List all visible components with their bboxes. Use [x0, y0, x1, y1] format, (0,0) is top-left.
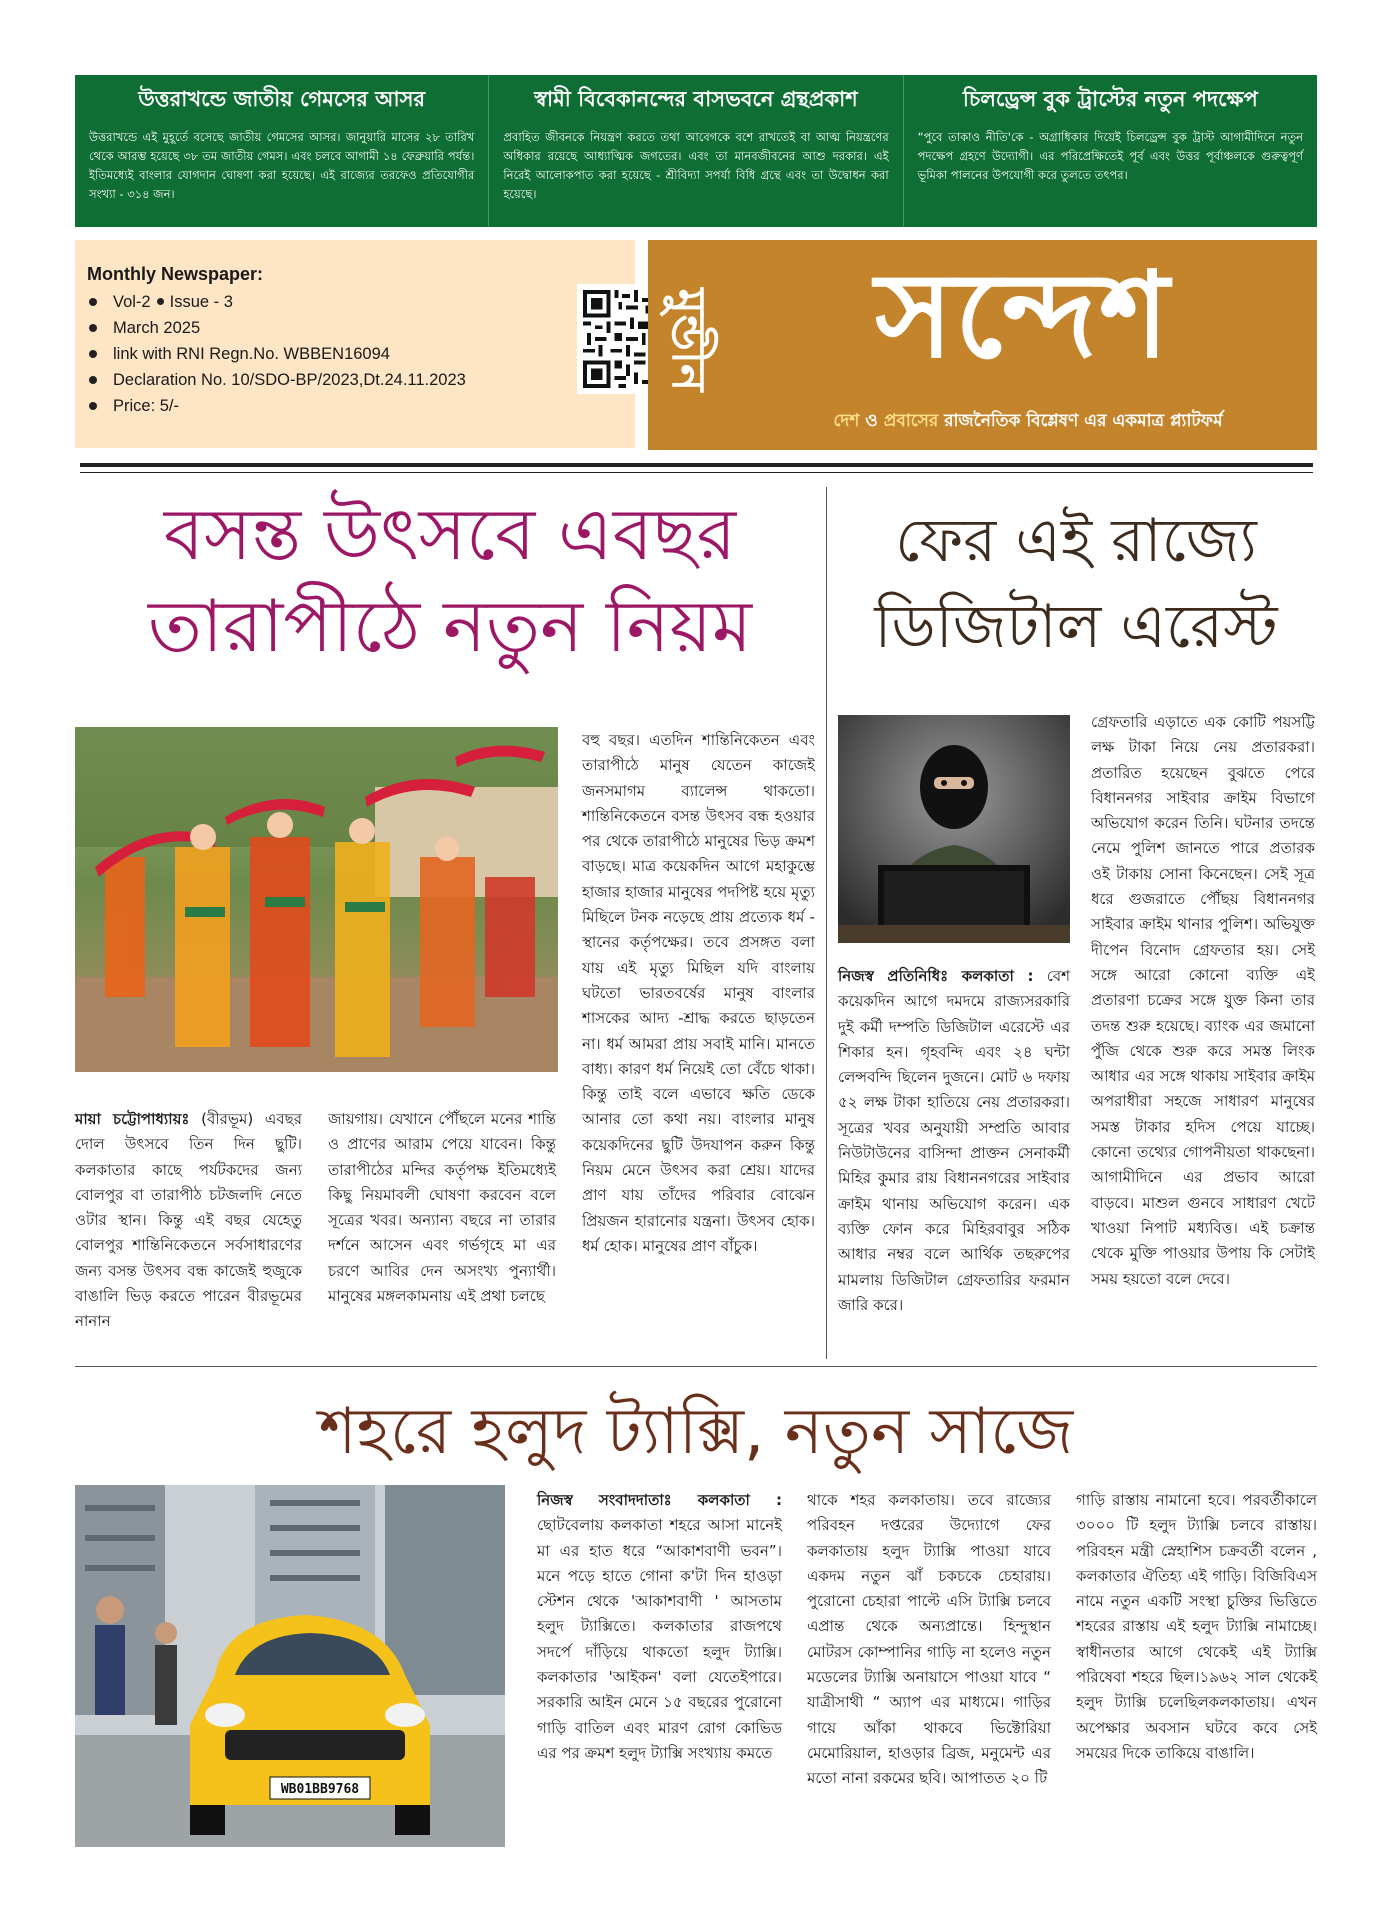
yellow-taxi-photo	[75, 1485, 505, 1847]
tagline-word: ও	[865, 411, 878, 431]
headline-line: বসন্ত উৎসবে এবছর	[163, 492, 737, 576]
publication-info-box	[75, 240, 635, 448]
bullet-icon	[157, 298, 164, 305]
story1-column-2	[328, 1107, 556, 1309]
story2-byline: নিজস্ব প্রতিনিধিঃ কলকাতা :	[838, 967, 1034, 985]
logo-title: সন্দেশ	[875, 246, 1171, 384]
headline-line: ডিজিটাল এরেস্ট	[874, 592, 1278, 662]
story2-column-2	[1091, 710, 1315, 1292]
strip-item-vivekananda	[488, 75, 902, 227]
strip-body: উত্তরাখন্ডে এই মুহূর্তে বসেছে জাতীয় গেমসের আসর। জানুয়ারি মাসের ২৮ তারিখ থেকে আরম্ভ হয়েছে ৩৮ তম জাতীয় গেমস। এবং চলবে আগামী ১৪ ফেব্রুয়ারি পর্যন্ত। ইতিমধ্যেই বাংলার যোগদান ঘোষণা করা হয়েছে। এই রাজ্যের তরফেও প্রতিযোগীর সংখ্যা - ৩১৪ জন।	[89, 130, 475, 201]
headline-line: ফের এই রাজ্যে	[895, 506, 1257, 576]
top-news-strip	[75, 75, 1317, 227]
section-divider	[75, 1366, 1317, 1367]
tagline-word: দেশ	[833, 411, 860, 431]
story2-text: বেশ কয়েকদিন আগে দমদমে রাজ্যসরকারি দুই কর্মী দম্পতি ডিজিটাল এরেস্টে এর শিকার হন। গৃহবন্দি এবং ২৪ ঘন্টা লেন্সবন্দি ছিলেন দুজনে। মোট ৬ দফায় ৫২ লক্ষ টাকা হাতিয়ে নেয় প্রতারকরা। সূত্রের খবর অনুযায়ী সম্প্রতি আবার নিউটাউনের বাসিন্দা প্রাক্তন সেনাকর্মী মিহির কুমার রায় বিধাননগরের সাইবার ক্রাইম থানায় অভিযোগ করেন। এক ব্যক্তি ফোন করে মিহিরবাবুর সঠিক আধার নম্বর বলে আর্থিক তছরুপের মামলায় ডিজিটাল গ্রেফতারির ফরমান জারি করে।	[838, 967, 1070, 1314]
story3-column-1	[537, 1488, 782, 1766]
tagline-word: প্রবাসের	[883, 411, 939, 431]
strip-title: স্বামী বিবেকানন্দের বাসভবনে গ্রন্থপ্রকাশ	[534, 86, 858, 111]
headline-line: তারাপীঠে নতুন নিয়ম	[148, 584, 752, 668]
license-plate: WB01BB9768	[280, 1782, 360, 1797]
issue-date: March 2025	[87, 315, 635, 341]
story1-headline	[80, 488, 820, 672]
strip-title: চিলড্রেন্স বুক ট্রাস্টের নতুন পদক্ষেপ	[962, 86, 1258, 111]
holi-dance-photo	[75, 727, 558, 1072]
story3-text: থাকে শহর কলকাতায়। তবে রাজ্যের পরিবহন দপ্তরের উদ্যোগে ফের কলকাতায় হলুদ ট্যাক্সি পাওয়া যাবে একদম নতুন ঝাঁ চকচকে চেহারায়। পুরোনো চেহারা পাল্টে এসি ট্যাক্সি চলবে এপ্রান্ত থেকে অন্যপ্রান্তে। হিন্দুস্থান মোটরস কোম্পানির গাড়ি না হলেও নতুন মডেলের ট্যাক্সি অনায়াসে পাওয়া যাবে “ যাত্রীসাথী “ অ্যাপ এর মাধ্যমে। গাড়ির গায়ে আঁকা থাকবে ভিক্টোরিয়া মেমোরিয়াল, হাওড়ার ব্রিজ, মনুমেন্ট এর মতো নানা রকমের ছবি। আপাতত ২০ টি	[807, 1491, 1051, 1788]
volume: Vol-2	[113, 293, 151, 311]
story2-text: গ্রেফতারি এড়াতে এক কোটি পয়সট্টি লক্ষ টাকা নিয়ে নেয় প্রতারকরা। প্রতারিত হয়েছেন বুঝতে পেরে বিধাননগর সাইবার ক্রাইম বিভাগে অভিযোগ করেন তিনি। ঘটনার তদন্তে নেমে পুলিশ জানতে পারে প্রতারক ওই টাকায় সোনা কিনেছেন। সেই সূত্র ধরে গুজরাতে পৌঁছয় বিধাননগর সাইবার ক্রাইম থানার পুলিশ। অভিযুক্ত দীপেন বিনোদ গ্রেফতার হয়। সেই সঙ্গে আরো কোনো ব্যক্তি এই প্রতারণা চক্রের সঙ্গে যুক্ত কিনা তার তদন্ত শুরু হয়েছে। ব্যাংক এর জমানো পুঁজি থেকে শুরু করে সমস্ত লিংক আধার এর সঙ্গে থাকায় সাইবার ক্রাইম অপরাধীরা সহজে সাধারণ মানুষের সমস্ত টাকার হদিস পেয়ে যাচ্ছে। কোনো তথ্যের গোপনীয়তা থাকছেনা। আগামীদিনে এর প্রভাব আরো বাড়বে। মাশুল গুনবে সাধারণ খেটে খাওয়া নিপাট মধ্যবিত্ত। এই চক্রান্ত থেকে মুক্তি পাওয়ার উপায় কি সেটাই সময় হয়তো বলে দেবে।	[1091, 713, 1315, 1288]
issue: Issue - 3	[169, 293, 233, 311]
story1-column-3	[582, 728, 815, 1259]
story1-text: জায়গায়। যেখানে পৌঁছলে মনের শান্তি ও প্রাণের আরাম পেয়ে যাবেন। কিন্তু তারাপীঠের মন্দির কর্তৃপক্ষ ইতিমধ্যেই কিছু নিয়মাবলী ঘোষণা করবেন বলে সূত্রের খবর। অন্যান্য বছরে না তারার দর্শনে আসেন এবং গর্ভগৃহে মা এর চরণে আবির দেন অসংখ্য পুন্যার্থী। মানুষের মঙ্গলকামনায় এই প্রথা চলছে	[328, 1110, 556, 1306]
story1-text: (বীরভূম) এবছর দোল উৎসবে তিন দিন ছুটি। কলকাতার কাছে পর্যটকদের জন্য বোলপুর বা তারাপীঠ চটজলদি নেতে ওটার স্থান। কিন্তু এই বছর যেহেতু বোলপুর শান্তিনিকেতনে সর্বসাধারণের জন্য বসন্ত উৎসব বন্ধ কাজেই হুজুকে বাঙালি ভিড় করতে পারেন বীরভূমের নানান	[75, 1110, 302, 1331]
story3-text: ছোটবেলায় কলকাতা শহরে আসা মানেই মা এর হাত ধরে “আকাশবাণী ভবন”। মনে পড়ে হাতে গোনা ক'টা দিন হাওড়া স্টেশন থেকে 'আকাশবাণী ' আসতাম হলুদ ট্যাক্সিতে। কলকাতার রাজপথে সদর্পে দাঁড়িয়ে থাকতো হলুদ ট্যাক্সি। কলকাতার 'আইকন' বলা যেতেইপারে। সরকারি আইন মেনে ১৫ বছরের পুরোনো গাড়ি বাতিল এবং মারণ রোগ কোভিড এর পর ক্রমশ হলুদ ট্যাক্সি সংখ্যায় কমতে	[537, 1516, 782, 1762]
story1-byline: মায়া চট্টোপাধ্যায়ঃ	[75, 1110, 190, 1128]
story2-column-1	[838, 964, 1070, 1318]
hacker-photo	[838, 715, 1070, 943]
story1-column-1	[75, 1107, 302, 1335]
strip-body: “পুবে তাকাও নীতি'কে - অগ্রাধিকার দিয়েই চিলড্রেন্স বুক ট্রাস্ট আগামীদিনে নতুন পদক্ষেপ গ্রহণে উদ্যোগী। এর পরিপ্রেক্ষিতেই পূর্ব এবং উত্তর পূর্বাঞ্চলকে গুরুত্বপূর্ণ ভূমিকা পালনের উপযোগী করে তুলতে তৎপর।	[917, 130, 1303, 182]
strip-body: প্রবাহিত জীবনকে নিয়ন্ত্রণ করতে তথা আবেগকে বশে রাখতেই বা আত্ম নিয়ন্ত্রণের অধিকার রয়েছে আধ্যাত্মিক জগতের। এবং তা মানবজীবনের আশু দরকার। এই নিরেই আলোকপাত করা হয়েছে - শ্রীবিদ্যা সপর্যা বিধি গ্রন্থে এবং তা উদ্বোধন করা হয়েছে।	[503, 130, 889, 201]
logo-side-text: মুন্ডীন	[662, 288, 716, 392]
column-divider	[826, 487, 827, 1359]
masthead-divider-thin	[80, 472, 1313, 473]
tagline-rest: রাজনৈতিক বিশ্লেষণ এর একমাত্র প্ল্যাটফর্ম	[944, 411, 1223, 431]
story3-byline: নিজস্ব সংবাদদাতাঃ কলকাতা :	[537, 1491, 782, 1509]
rni-number: link with RNI Regn.No. WBBEN16094	[87, 341, 635, 367]
volume-issue	[87, 289, 635, 315]
masthead-divider	[80, 463, 1313, 467]
strip-title: উত্তরাখন্ডে জাতীয় গেমসের আসর	[138, 86, 425, 111]
publication-type: Monthly Newspaper:	[87, 264, 264, 284]
publication-details-list	[87, 289, 635, 419]
story3-column-2	[807, 1488, 1051, 1792]
price: Price: 5/-	[87, 393, 635, 419]
story3-headline: শহরে হলুদ ট্যাক্সি, নতুন সাজে	[318, 1395, 1074, 1469]
story1-text: বহু বছর। এতদিন শান্তিনিকেতন এবং তারাপীঠে মানুষ যেতেন কাজেই জনসমাগম ব্যালেন্স থাকতো। শান্তিনিকেতনে বসন্ত উৎসব বন্ধ হওয়ার পর থেকে তারাপীঠে মানুষের ভিড় ক্রমশ বাড়ছে। মাত্র কয়েকদিন আগে মহাকুম্ভে হাজার হাজার মানুষের পদপিষ্ট হয়ে মৃত্যু মিছিলে টনক নড়েছে প্রায় প্রত্যেক ধর্ম - স্থানের কর্তৃপক্ষের। তবে প্রসঙ্গত বলা যায় এই মৃত্যু মিছিল যদি বাংলায় ঘটতো ভারতবর্ষের মানুষ বাংলার শাসকের আদ্য -শ্রাদ্ধ করতে ছাড়তেন না। ধর্ম আমরা প্রায় সবাই মানি। মানতে বাধ্য। কারণ ধর্ম নিয়েই তো বেঁচে থাকা। কিন্তু তাই বলে এভাবে ক্ষতি ডেকে আনার তো কথা নয়। বাংলার মানুষ কয়েকদিনের ছুটি উদযাপন করুন কিন্তু নিয়ম মেনে উৎসব করা শ্রেয়। যাদের প্রাণ যায় তাঁদের পরিবার বোঝেন প্রিয়জন হারানোর যন্ত্রনা। উৎসব হোক। ধর্ম হোক। মানুষের প্রাণ বাঁচুক।	[582, 731, 815, 1255]
strip-item-national-games	[75, 75, 488, 227]
declaration-number: Declaration No. 10/SDO-BP/2023,Dt.24.11.2023	[87, 367, 635, 393]
story3-column-3	[1076, 1488, 1317, 1766]
story3-text: গাড়ি রাস্তায় নামানো হবে। পরবর্তীকালে ৩০০০ টি হলুদ ট্যাক্সি চলবে রাস্তায়। পরিবহন মন্ত্রী স্নেহাশিস চক্রবর্তী বলেন , কলকাতার ঐতিহ্য এই গাড়ি। বিজিবিএস নামে নতুন একটি সংস্থা চুক্তির ভিত্তিতে শহরের রাস্তায় এই হলুদ ট্যাক্সি নামাচ্ছে। স্বাধীনতার আগে থেকেই এই ট্যাক্সি পরিষেবা শহরে ছিল।১৯৬২ সাল থেকেই হলুদ ট্যাক্সি চলেছিলকলকাতায়। এখন অপেক্ষার অবসান ঘটবে কবে সেই সময়ের দিকে তাকিয়ে বাঙালি।	[1076, 1491, 1317, 1762]
logo-tagline	[748, 408, 1308, 436]
story2-headline	[836, 498, 1316, 670]
strip-item-book-trust	[903, 75, 1317, 227]
newspaper-logo	[648, 240, 1317, 450]
